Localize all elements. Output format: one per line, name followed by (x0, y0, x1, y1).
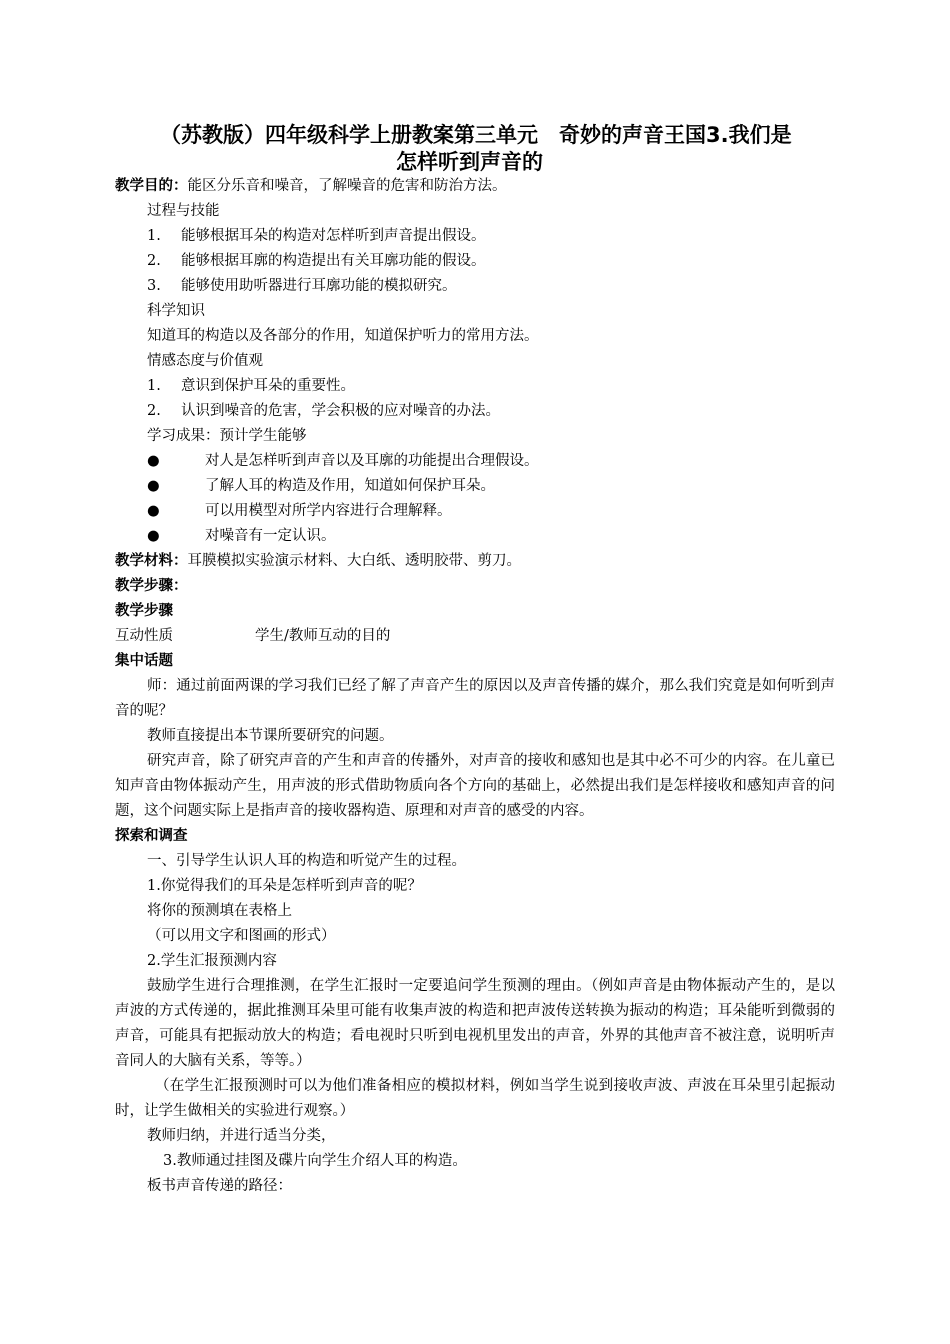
outcome-item: ● 可以用模型对所学内容进行合理解释。 (115, 499, 835, 524)
materials-label: 教学材料： (115, 553, 188, 569)
explore-heading: 探索和调查 (115, 828, 188, 844)
process-item: 1. 能够根据耳朵的构造对怎样听到声音提出假设。 (147, 228, 486, 244)
explore-line: 3.教师通过挂图及碟片向学生介绍人耳的构造。 (163, 1153, 467, 1169)
title-line-1: （苏教版）四年级科学上册教案第三单元 奇妙的声音王国3.我们是 (160, 123, 792, 147)
explore-paragraph-2: （在学生汇报预测时可以为他们准备相应的模拟材料，例如当学生说到接收声波、声波在耳朵里引起振动时，让学生做相关的实验进行观察。） (115, 1078, 835, 1119)
explore-line: 将你的预测填在表格上 (147, 903, 292, 919)
explore-line: 板书声音传递的路径： (147, 1178, 292, 1194)
document-body (115, 174, 835, 1199)
attitude-item: 1. 意识到保护耳朵的重要性。 (147, 378, 355, 394)
bullet-icon: ● (147, 528, 160, 544)
bullet-icon: ● (147, 503, 160, 519)
process-item: 3. 能够使用助听器进行耳廓功能的模拟研究。 (147, 278, 457, 294)
focus-heading: 集中话题 (115, 653, 173, 669)
teaching-goal-text: 能区分乐音和噪音，了解噪音的危害和防治方法。 (187, 178, 507, 194)
materials-text: 耳膜模拟实验演示材料、大白纸、透明胶带、剪刀。 (187, 553, 521, 569)
bullet-icon: ● (147, 478, 160, 494)
outcome-item: ● 对噪音有一定认识。 (115, 524, 835, 549)
explore-line: 1.你觉得我们的耳朵是怎样听到声音的呢？ (147, 878, 422, 894)
document-title (160, 122, 850, 176)
header-col-purpose: 学生/教师互动的目的 (255, 628, 391, 644)
teaching-goal-label: 教学目的： (115, 178, 188, 194)
outcome-item: ● 对人是怎样听到声音以及耳廓的功能提出合理假设。 (115, 449, 835, 474)
explore-line: （可以用文字和图画的形式） (147, 928, 336, 944)
explore-line: 2.学生汇报预测内容 (147, 953, 277, 969)
header-col-interaction: 互动性质 (115, 628, 173, 644)
teaching-goal (115, 174, 835, 199)
outcomes-heading: 学习成果：预计学生能够 (147, 428, 307, 444)
attitude-item: 2. 认识到噪音的危害，学会积极的应对噪音的办法。 (147, 403, 500, 419)
steps-heading: 教学步骤： (115, 578, 188, 594)
explore-line: 教师归纳，并进行适当分类， (147, 1128, 336, 1144)
knowledge-text: 知道耳的构造以及各部分的作用，知道保护听力的常用方法。 (147, 328, 539, 344)
explore-line: 一、引导学生认识人耳的构造和听觉产生的过程。 (147, 853, 466, 869)
outcome-item: ● 了解人耳的构造及作用，知道如何保护耳朵。 (115, 474, 835, 499)
bullet-icon: ● (147, 453, 160, 469)
explore-paragraph-1: 鼓励学生进行合理推测，在学生汇报时一定要追问学生预测的理由。（例如声音是由物体振动产生的，是以声波的方式传递的，据此推测耳朵里可能有收集声波的构造和把声波传送转换为振动的构造；耳朵能听到微弱的声音，可能具有把振动放大的构造；看电视时只听到电视机里发出的声音，外界的其他声音不被注意，说明听声音同人的大脑有关系，等等。） (115, 978, 835, 1069)
knowledge-heading: 科学知识 (147, 303, 205, 319)
focus-paragraph-1: 师：通过前面两课的学习我们已经了解了声音产生的原因以及声音传播的媒介，那么我们究竟是如何听到声音的呢？ (115, 678, 835, 719)
process-heading: 过程与技能 (147, 203, 220, 219)
table-header (115, 624, 835, 649)
focus-paragraph-2: 教师直接提出本节课所要研究的问题。 (147, 728, 394, 744)
process-item: 2. 能够根据耳廓的构造提出有关耳廓功能的假设。 (147, 253, 486, 269)
attitude-heading: 情感态度与价值观 (147, 353, 263, 369)
title-line-2: 怎样听到声音的 (396, 150, 543, 174)
teaching-materials (115, 549, 835, 574)
focus-paragraph-3: 研究声音，除了研究声音的产生和声音的传播外，对声音的接收和感知也是其中必不可少的内容。在儿童已知声音由物体振动产生，用声波的形式借助物质向各个方向的基础上，必然提出我们是怎样接收和感知声音的问题，这个问题实际上是指声音的接收器构造、原理和对声音的感受的内容。 (115, 753, 835, 819)
steps-subheading: 教学步骤 (115, 603, 173, 619)
